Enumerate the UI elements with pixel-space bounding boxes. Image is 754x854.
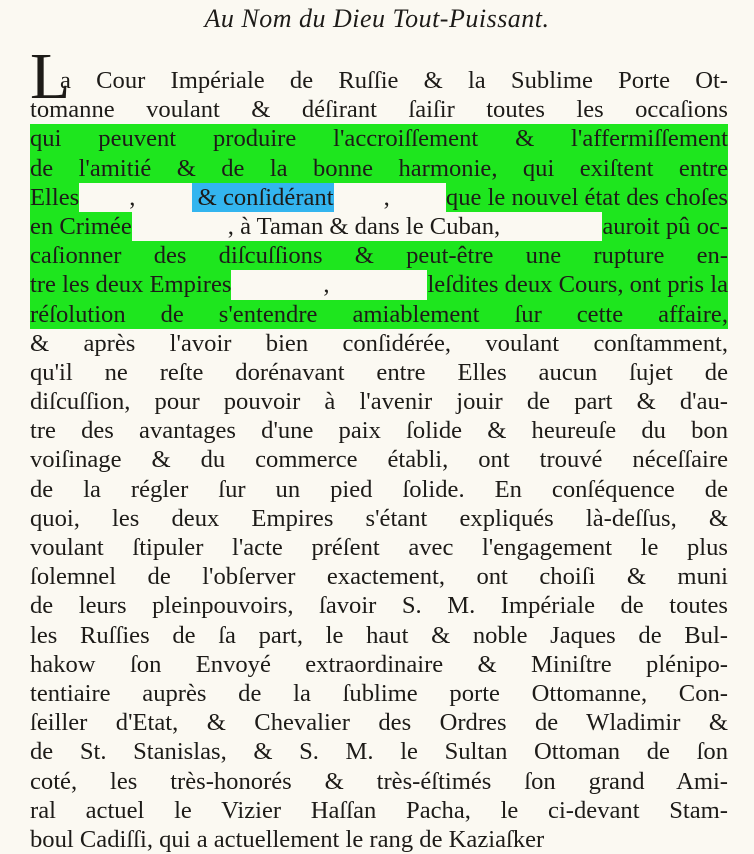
highlighted-span: qui peuvent produire l'accroiſſement & l'affermiſſement	[30, 125, 728, 153]
text-line	[30, 679, 728, 708]
text-line	[30, 767, 728, 796]
text-span: ſeiller d'Etat, & Chevalier des Ordres de Wladimir &	[30, 709, 728, 737]
body-text	[30, 66, 728, 854]
text-span: , à Taman & dans le Cuban,	[227, 212, 507, 240]
text-line	[30, 95, 728, 124]
highlighted-span: de l'amitié & de la bonne harmonie, qui exiſtent entre	[30, 154, 728, 182]
text-span: diſcuſſion, pour pouvoir à l'avenir jouir de part & d'au-	[30, 388, 728, 416]
text-span: tentiaire auprès de la ſublime porte Ottomanne, Con-	[30, 679, 728, 707]
text-line	[30, 416, 728, 445]
text-span: les Ruſſies de ſa part, le haut & noble Jaques de Bul-	[30, 621, 728, 649]
text-span: quoi, les deux Empires s'étant expliqués là-deſſus, &	[30, 504, 728, 532]
highlighted-span: tre les deux Empires	[30, 271, 232, 299]
text-span: de la régler ſur un pied ſolide. En conſéquence de	[30, 475, 728, 503]
text-line	[30, 300, 728, 329]
drop-cap: L	[30, 40, 71, 113]
text-span: tomanne voulant & déſirant ſaiſir toutes les occaſions	[30, 96, 728, 124]
text-span: ,	[323, 271, 336, 299]
text-line	[30, 124, 728, 153]
highlighted-span: Elles	[30, 183, 80, 211]
text-line	[30, 650, 728, 679]
text-span: hakow ſon Envoyé extraordinaire & Miniſtre plénipo-	[30, 650, 728, 678]
text-line	[30, 796, 728, 825]
text-line	[30, 270, 728, 299]
text-line	[30, 533, 728, 562]
text-line	[30, 183, 728, 212]
highlighted-span: en Crimée	[30, 212, 132, 240]
highlighted-span: caſionner des diſcuſſions & peut-être une rupture en-	[30, 242, 728, 270]
highlighted-span: auroit pû oc-	[602, 212, 728, 240]
highlighted-span: & conſidérant	[191, 183, 334, 211]
text-span: ſolemnel de l'obſerver exactement, ont choiſi & muni	[30, 563, 728, 591]
text-line	[30, 737, 728, 766]
text-line	[30, 591, 728, 620]
text-line	[30, 825, 728, 854]
text-span: ,	[129, 183, 142, 211]
text-span: boul Cadiſſi, qui a actuellement le rang de Kaziaſker	[30, 825, 545, 853]
text-line	[30, 621, 728, 650]
text-span: qu'il ne reſte dorénavant entre Elles aucun ſujet de	[30, 358, 728, 386]
highlighted-span: réſolution de s'entendre amiablement ſur cette affaire,	[30, 300, 728, 328]
text-line	[30, 154, 728, 183]
text-span: coté, les très-honorés & très-éſtimés ſon grand Ami-	[30, 767, 728, 795]
text-line	[30, 562, 728, 591]
text-line	[30, 66, 728, 95]
text-span: voulant ſtipuler l'acte préſent avec l'engagement le plus	[30, 534, 728, 561]
text-span: de St. Stanislas, & S. M. le Sultan Ottoman de ſon	[30, 738, 728, 766]
text-span: ,	[383, 183, 396, 211]
text-span: a Cour Impériale de Ruſſie & la Sublime Porte Ot-	[60, 67, 728, 94]
text-line	[30, 445, 728, 474]
text-line	[30, 504, 728, 533]
text-span: ral actuel le Vizier Haſſan Pacha, le ci-devant Stam-	[30, 796, 728, 824]
document-title: Au Nom du Dieu Tout-Puissant.	[204, 4, 550, 33]
text-line	[30, 241, 728, 270]
text-line	[30, 358, 728, 387]
text-line	[30, 475, 728, 504]
text-span: de leurs pleinpouvoirs, ſavoir S. M. Impériale de toutes	[30, 592, 728, 620]
text-span: tre des avantages d'une paix ſolide & heureuſe du bon	[30, 417, 728, 445]
text-line	[30, 708, 728, 737]
highlighted-span: que le nouvel état des choſes	[445, 183, 728, 211]
text-line	[30, 212, 728, 241]
text-line	[30, 387, 728, 416]
text-line	[30, 329, 728, 358]
text-span: voiſinage & du commerce établi, ont trouvé néceſſaire	[30, 446, 728, 474]
highlighted-span: leſdites deux Cours, ont pris la	[427, 271, 728, 299]
text-span: & après l'avoir bien conſidérée, voulant conſtamment,	[30, 329, 728, 357]
